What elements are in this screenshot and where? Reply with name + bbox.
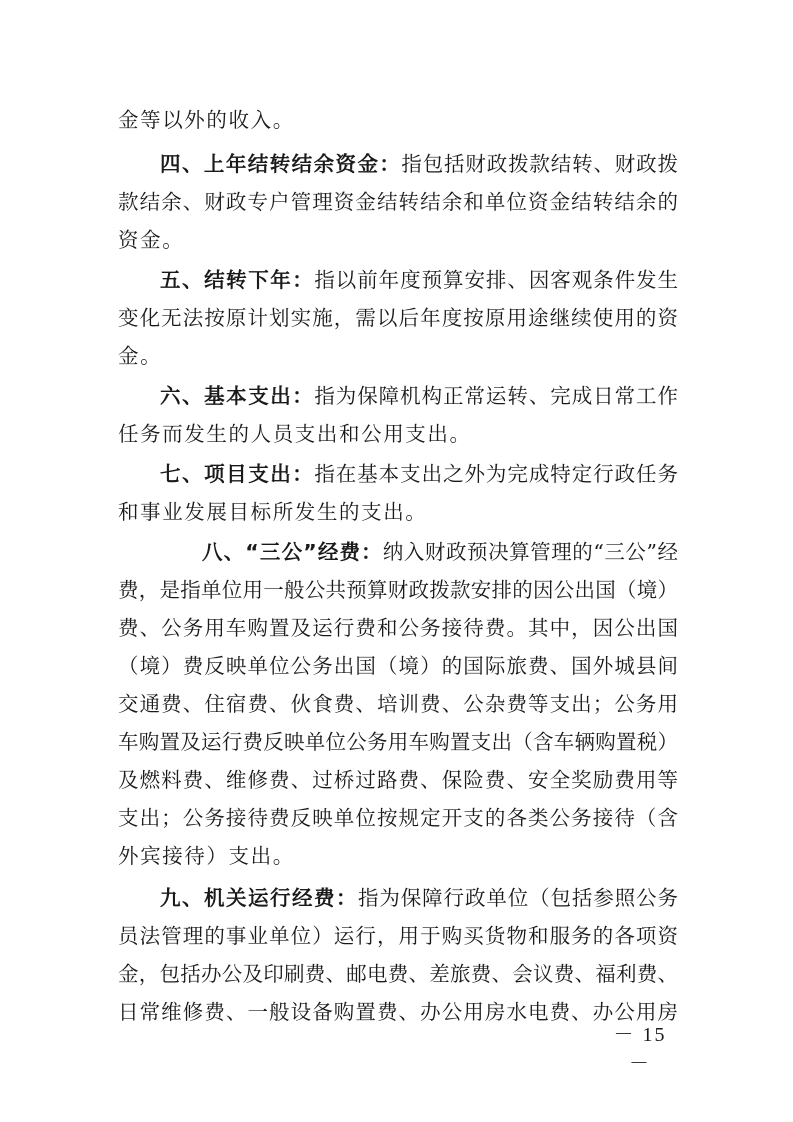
text-line: （境）费反映单位公务出国（境）的国际旅费、国外城县间 [118, 654, 678, 678]
text-line: 日常维修费、一般设备购置费、办公用房水电费、办公用房 [118, 1000, 678, 1024]
paragraph-heading-line: 六、基本支出：指为保障机构正常运转、完成日常工作 [160, 384, 678, 408]
paragraph-heading-line: 七、项目支出：指在基本支出之外为完成特定行政任务 [160, 462, 678, 486]
text-line: 变化无法按原计划实施，需以后年度按原用途继续使用的资 [118, 306, 678, 330]
section-heading: 六、基本支出： [160, 384, 315, 408]
text-line: 金，包括办公及印刷费、邮电费、差旅费、会议费、福利费、 [118, 962, 678, 986]
text-line: 外宾接待）支出。 [118, 844, 295, 868]
text-line: 款结余、财政专户管理资金结转结余和单位资金结转结余的 [118, 190, 678, 214]
paragraph-heading-line: 五、结转下年：指以前年度预算安排、因客观条件发生 [160, 268, 678, 292]
section-heading: 四、上年结转结余资金： [160, 152, 402, 176]
text-line: 支出；公务接待费反映单位按规定开支的各类公务接待（含 [118, 806, 678, 830]
section-heading: 九、机关运行经费： [160, 886, 358, 910]
paragraph-heading-line: 四、上年结转结余资金：指包括财政拨款结转、财政拨 [160, 152, 678, 176]
section-heading: 七、项目支出： [160, 462, 315, 486]
text-line: 及燃料费、维修费、过桥过路费、保险费、安全奖励费用等 [118, 768, 678, 792]
paragraph-heading-line: 九、机关运行经费：指为保障行政单位（包括参照公务 [160, 886, 678, 910]
text-line: 金。 [118, 344, 163, 368]
text-line: 金等以外的收入。 [118, 108, 295, 132]
text-line: 资金。 [118, 228, 185, 252]
section-heading: 五、结转下年： [160, 268, 315, 292]
paragraph-heading-line: 八、“三公”经费：纳入财政预决算管理的“三公”经 [202, 540, 678, 564]
section-heading: 八、“三公”经费： [202, 540, 383, 564]
text-line: 费、公务用车购置及运行费和公务接待费。其中，因公出国 [118, 616, 678, 640]
text-line: 和事业发展目标所发生的支出。 [118, 500, 428, 524]
text-line: 交通费、住宿费、伙食费、培训费、公杂费等支出；公务用 [118, 692, 678, 716]
text-line: 任务而发生的人员支出和公用支出。 [118, 422, 472, 446]
text-line: 费，是指单位用一般公共预算财政拨款安排的因公出国（境） [118, 578, 678, 602]
text-line: 员法管理的事业单位）运行，用于购买货物和服务的各项资 [118, 924, 678, 948]
text-line: 车购置及运行费反映单位公务用车购置支出（含车辆购置税） [118, 730, 678, 754]
page-number: － 15 － [613, 1024, 667, 1075]
